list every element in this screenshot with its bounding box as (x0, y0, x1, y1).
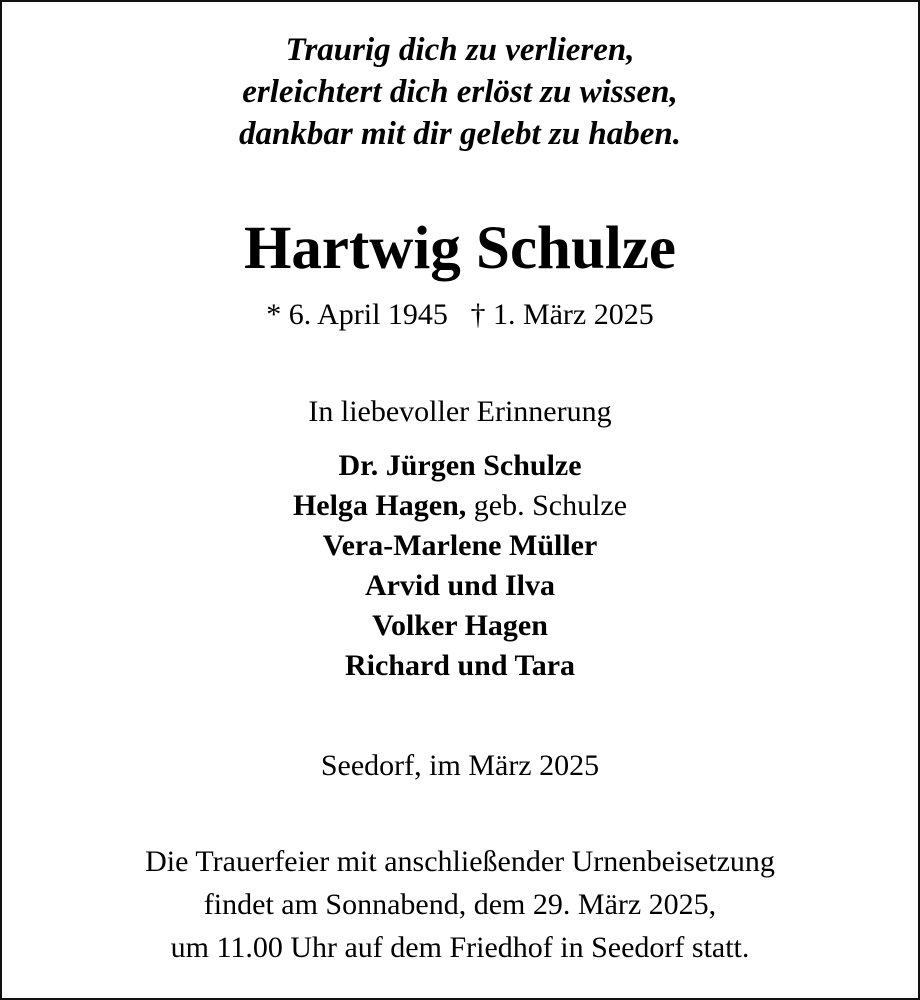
motto-line-1: Traurig dich zu verlieren, (285, 32, 635, 68)
mourner (2, 489, 918, 523)
mourner-name: Dr. Jürgen Schulze (338, 449, 582, 482)
mourner (2, 449, 918, 483)
service-line-2: findet am Sonnabend, dem 29. März 2025, (203, 888, 717, 921)
mourner (2, 609, 918, 643)
service-line-1: Die Trauerfeier mit anschließender Urnenbeisetzung (145, 845, 775, 878)
mourner-note: geb. Schulze (466, 489, 628, 522)
deceased-name: Hartwig Schulze (243, 215, 677, 282)
mourner (2, 569, 918, 603)
place-date: Seedorf, im März 2025 (320, 749, 600, 782)
mourner-name: Volker Hagen (372, 609, 548, 642)
service-line-3: um 11.00 Uhr auf dem Friedhof in Seedorf statt. (170, 931, 750, 964)
mourner-name: Helga Hagen, (292, 489, 467, 522)
mourner-name: Vera-Marlene Müller (322, 529, 598, 562)
life-dates (2, 298, 918, 332)
death-date: † 1. März 2025 (470, 298, 654, 331)
motto-line-2: erleichtert dich erlöst zu wissen, (242, 74, 678, 110)
mourner-name: Arvid und Ilva (364, 569, 556, 602)
motto-line-3: dankbar mit dir gelebt zu haben. (239, 116, 681, 152)
mourner (2, 529, 918, 563)
mourner (2, 649, 918, 683)
remembrance-intro: In liebevoller Erinnerung (308, 395, 612, 428)
mourner-name: Richard und Tara (344, 649, 576, 682)
birth-date: * 6. April 1945 (266, 298, 448, 331)
